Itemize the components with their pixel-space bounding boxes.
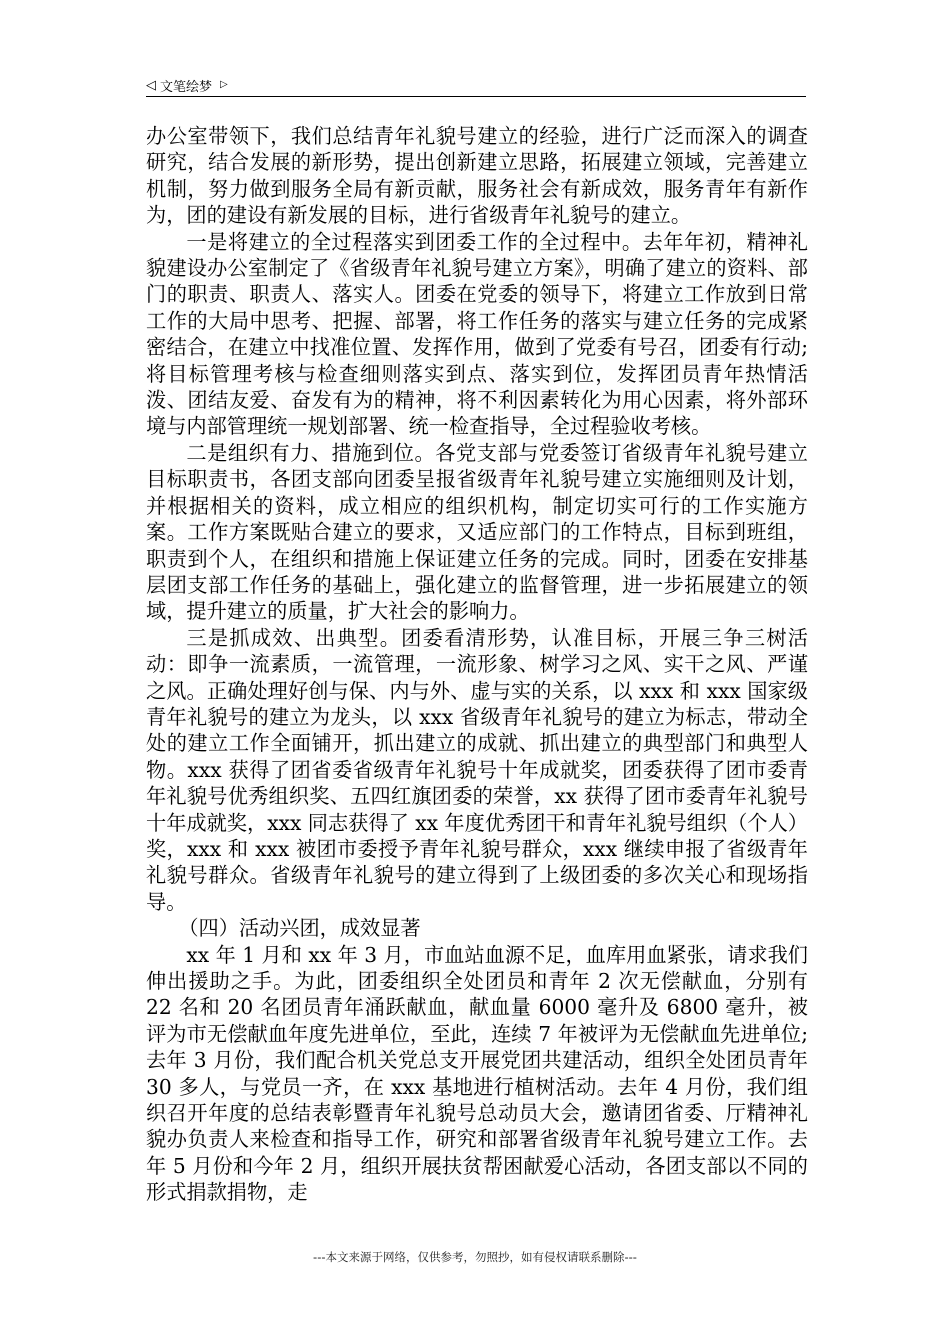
paragraph: 办公室带领下，我们总结青年礼貌号建立的经验，进行广泛而深入的调查研究，结合发展的新形势，提出创新建立思路，拓展建立领域，完善建立机制，努力做到服务全局有新贡献，服务社会有新成效，服务青年有新作为，团的建设有新发展的目标，进行省级青年礼貌号的建立。 bbox=[146, 124, 808, 228]
section-heading: （四）活动兴团，成效显著 bbox=[178, 916, 421, 941]
paragraph: 三是抓成效、出典型。团委看清形势，认准目标，开展三争三树活动：即争一流素质，一流管理，一流形象、树学习之风、实干之风、严谨之风。正确处理好创与保、内与外、虚与实的关系，以 xxx 和 xxx 国家级青年礼貌号的建立为龙头，以 xxx 省级青年礼貌号的建立为标志，带动全处的建立工作全面铺开，抓出建立的成就、抓出建立的典型部门和典型人物。xxx 获得了团省委省级青年礼貌号十年成就奖，团委获得了团市委青年礼貌号优秀组织奖、五四红旗团委的荣誉，xx 获得了团市委青年礼貌号十年成就奖，xxx 同志获得了 xx 年度优秀团干和青年礼貌号组织（个人）奖，xxx 和 xxx 被团市委授予青年礼貌号群众，xxx 继续申报了省级青年礼貌号群众。省级青年礼貌号的建立得到了上级团委的多次关心和现场指导。 bbox=[146, 625, 808, 914]
paragraph: 一是将建立的全过程落实到团委工作的全过程中。去年年初，精神礼貌建设办公室制定了《省级青年礼貌号建立方案》，明确了建立的资料、部门的职责、职责人、落实人。团委在党委的领导下，将建立工作放到日常工作的大局中思考、把握、部署，将工作任务的落实与建立任务的完成紧密结合，在建立中找准位置、发挥作用，做到了党委有号召，团委有行动;将目标管理考核与检查细则落实到点、落实到位，发挥团员青年热情活泼、团结友爱、奋发有为的精神，将不利因素转化为用心因素，将外部环境与内部管理统一规划部署、统一检查指导，全过程验收考核。 bbox=[146, 229, 808, 439]
triangle-left-icon: ◁ bbox=[146, 77, 156, 93]
document-body bbox=[146, 123, 808, 1206]
page-footer-disclaimer: ---本文来源于网络，仅供参考，勿照抄，如有侵权请联系删除--- bbox=[313, 1250, 637, 1264]
header-title: 文笔绘梦 bbox=[160, 79, 213, 95]
page-header bbox=[146, 74, 806, 96]
header-divider bbox=[146, 96, 806, 97]
paragraph: 二是组织有力、措施到位。各党支部与党委签订省级青年礼貌号建立目标职责书，各团支部向团委呈报省级青年礼貌号建立实施细则及计划，并根据相关的资料，成立相应的组织机构，制定切实可行的工作实施方案。工作方案既贴合建立的要求，又适应部门的工作特点，目标到班组，职责到个人，在组织和措施上保证建立任务的完成。同时，团委在安排基层团支部工作任务的基础上，强化建立的监督管理，进一步拓展建立的领域，提升建立的质量，扩大社会的影响力。 bbox=[146, 440, 808, 624]
paragraph: xx 年 1 月和 xx 年 3 月，市血站血源不足，血库用血紧张，请求我们伸出援助之手。为此，团委组织全处团员和青年 2 次无偿献血，分别有 22 名和 20 名团员青年涌跃献血，献血量 6000 毫升及 6800 毫升，被评为市无偿献血年度先进单位，至此，连续 7 年被评为无偿献血先进单位;去年 3 月份，我们配合机关党总支开展党团共建活动，组织全处团员青年 30 多人，与党员一齐，在 xxx 基地进行植树活动。去年 4 月份，我们组织召开年度的总结表彰暨青年礼貌号总动员大会，邀请团省委、厅精神礼貌办负责人来检查和指导工作，研究和部署省级青年礼貌号建立工作。去年 5 月份和今年 2 月，组织开展扶贫帮困献爱心活动，各团支部以不同的形式捐款捐物，走 bbox=[146, 942, 808, 1205]
triangle-right-icon: ▷ bbox=[220, 79, 228, 90]
